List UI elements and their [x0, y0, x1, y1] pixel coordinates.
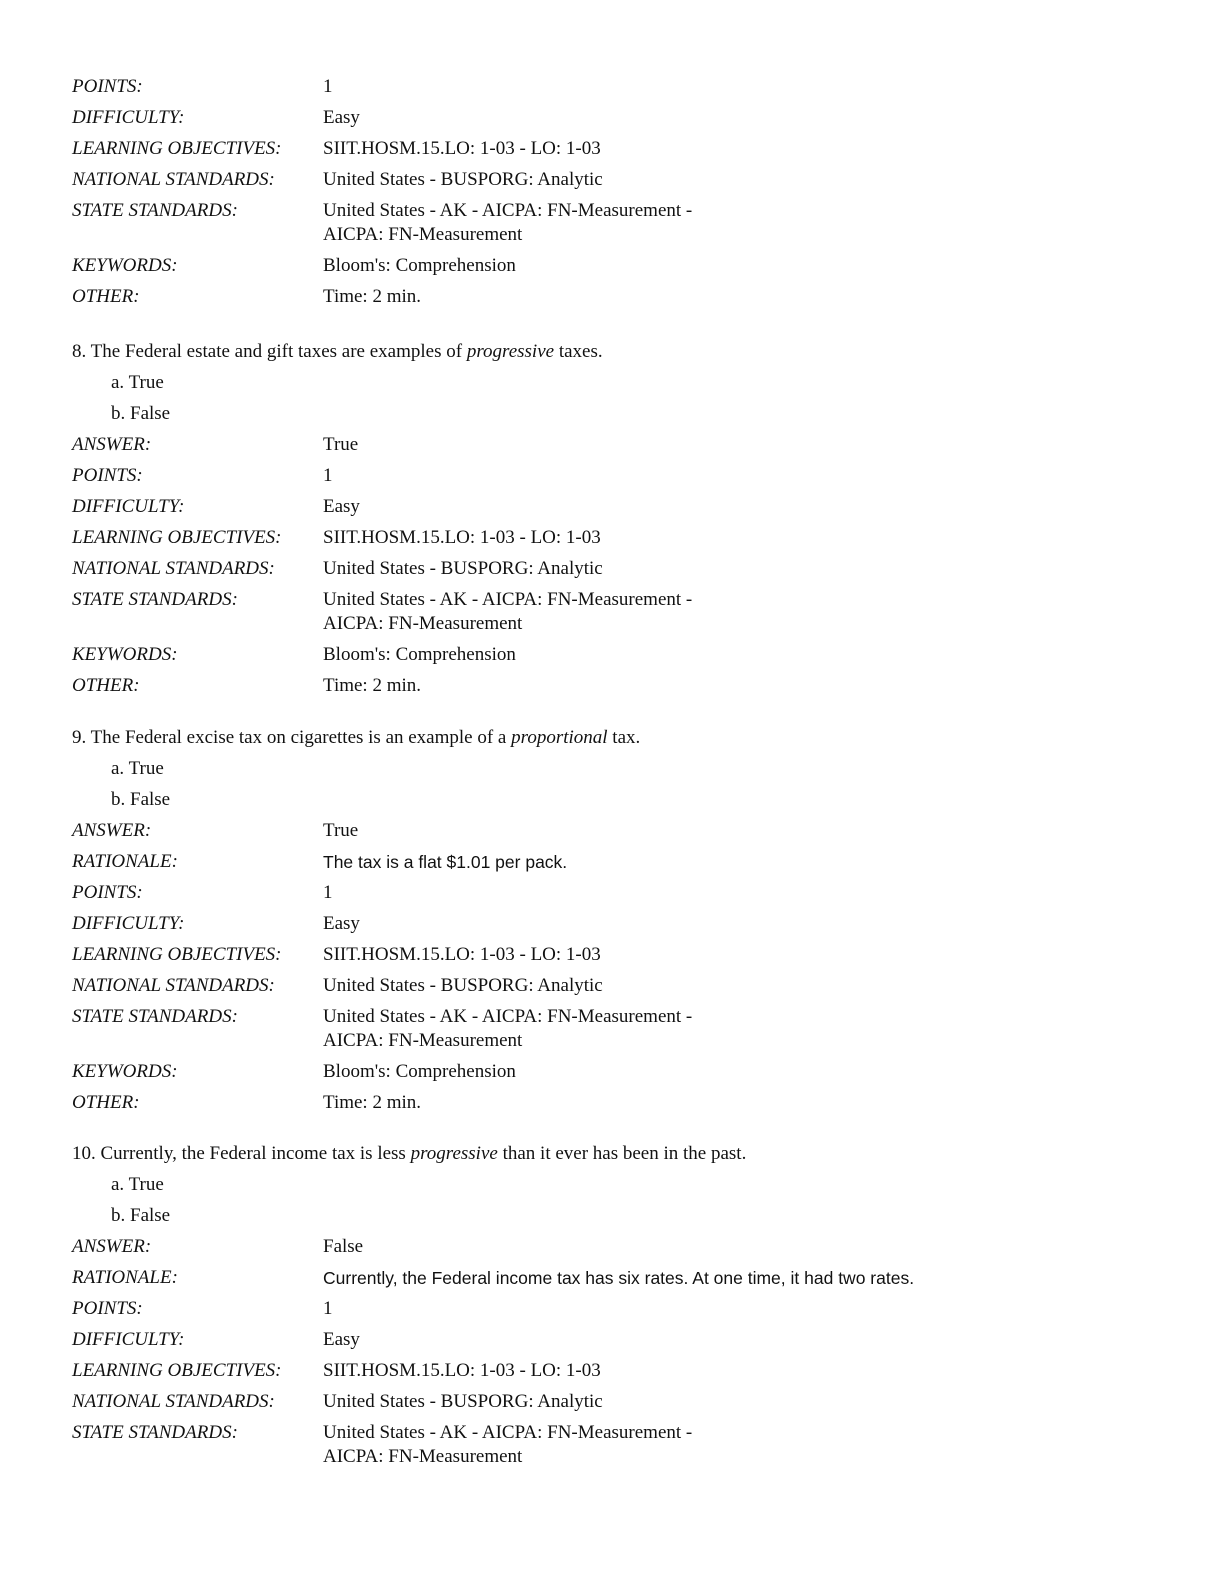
other-row: OTHER: Time: 2 min.: [72, 1092, 422, 1113]
state-standards-row: STATE STANDARDS: United States - AK - AICPA: FN-Measurement - AICPA: FN-Measurement: [72, 1422, 693, 1467]
answer-value: True: [323, 434, 359, 455]
rationale-row: RATIONALE: The tax is a flat $1.01 per pack.: [72, 847, 1172, 878]
points-value: 1: [323, 76, 333, 97]
difficulty-value: Easy: [323, 107, 360, 128]
question-text: 10. Currently, the Federal income tax is less progressive than it ever has been in the past.: [72, 1143, 747, 1164]
national-standards-value: United States - BUSPORG: Analytic: [323, 169, 603, 190]
learning-objectives-row: LEARNING OBJECTIVES: SIIT.HOSM.15.LO: 1-03 - LO: 1-03: [72, 527, 601, 548]
question-9: [72, 723, 1172, 1119]
learning-objectives-row: [72, 134, 1172, 165]
question-8: [72, 337, 1172, 702]
rationale-value: Currently, the Federal income tax has six rates. At one time, it had two rates.: [323, 1268, 915, 1288]
learning-objectives-row: LEARNING OBJECTIVES: SIIT.HOSM.15.LO: 1-03 - LO: 1-03: [72, 944, 601, 965]
keywords-row: [72, 251, 1172, 282]
answer-value: False: [323, 1236, 364, 1257]
state-standards-line-1: United States - AK - AICPA: FN-Measurement -: [323, 200, 693, 221]
answer-row: ANSWER: False: [72, 1232, 1172, 1263]
choice-b: b. False: [111, 789, 171, 810]
difficulty-row: DIFFICULTY: Easy: [72, 913, 360, 934]
learning-objectives-row: LEARNING OBJECTIVES: SIIT.HOSM.15.LO: 1-03 - LO: 1-03: [72, 1360, 601, 1381]
choice-a: a. True: [111, 372, 164, 393]
state-standards-row: STATE STANDARDS: United States - AK - AICPA: FN-Measurement - AICPA: FN-Measurement: [72, 1006, 693, 1051]
points-row: POINTS: 1: [72, 1298, 333, 1319]
keywords-row: KEYWORDS: Bloom's: Comprehension: [72, 1061, 516, 1082]
state-standards-row: STATE STANDARDS: United States - AK - AICPA: FN-Measurement - AICPA: FN-Measurement: [72, 589, 693, 634]
choice-b: b. False: [111, 403, 171, 424]
difficulty-label: DIFFICULTY:: [72, 107, 185, 128]
points-label: POINTS:: [72, 76, 143, 97]
learning-objectives-label: LEARNING OBJECTIVES:: [72, 138, 282, 159]
national-standards-label: NATIONAL STANDARDS:: [72, 169, 275, 190]
points-row: POINTS: 1: [72, 465, 333, 486]
state-standards-line-2: AICPA: FN-Measurement: [323, 224, 523, 245]
points-row: [72, 72, 1172, 103]
answer-row: ANSWER: True: [72, 816, 1172, 847]
points-row: POINTS: 1: [72, 882, 333, 903]
national-standards-row: NATIONAL STANDARDS: United States - BUSPORG: Analytic: [72, 558, 603, 579]
question-10: [72, 1139, 1172, 1473]
question-text: 9. The Federal excise tax on cigarettes is an example of a proportional tax.: [72, 727, 641, 748]
keywords-label: KEYWORDS:: [72, 255, 178, 276]
state-standards-row: [72, 196, 1172, 251]
difficulty-row: [72, 103, 1172, 134]
keywords-row: KEYWORDS: Bloom's: Comprehension: [72, 644, 516, 665]
answer-row: ANSWER: True: [72, 430, 1172, 461]
rationale-value: The tax is a flat $1.01 per pack.: [323, 852, 568, 872]
choice-b: b. False: [111, 1205, 171, 1226]
difficulty-row: DIFFICULTY: Easy: [72, 496, 360, 517]
other-row: OTHER: Time: 2 min.: [72, 675, 422, 696]
keywords-value: Bloom's: Comprehension: [323, 255, 516, 276]
other-value: Time: 2 min.: [323, 286, 422, 307]
choice-a: a. True: [111, 1174, 164, 1195]
question-text: 8. The Federal estate and gift taxes are examples of progressive taxes.: [72, 341, 603, 362]
rationale-row: RATIONALE: Currently, the Federal income tax has six rates. At one time, it had two rates.: [72, 1263, 1172, 1294]
other-label: OTHER:: [72, 286, 140, 307]
learning-objectives-value: SIIT.HOSM.15.LO: 1-03 - LO: 1-03: [323, 138, 601, 159]
choice-a: a. True: [111, 758, 164, 779]
state-standards-label: STATE STANDARDS:: [72, 200, 238, 221]
national-standards-row: NATIONAL STANDARDS: United States - BUSPORG: Analytic: [72, 1391, 603, 1412]
national-standards-row: NATIONAL STANDARDS: United States - BUSPORG: Analytic: [72, 975, 603, 996]
state-standards-value: [323, 196, 1172, 247]
question-7-metadata: [72, 72, 1172, 313]
other-row: [72, 282, 1172, 313]
difficulty-row: DIFFICULTY: Easy: [72, 1329, 360, 1350]
national-standards-row: [72, 165, 1172, 196]
answer-value: True: [323, 820, 359, 841]
